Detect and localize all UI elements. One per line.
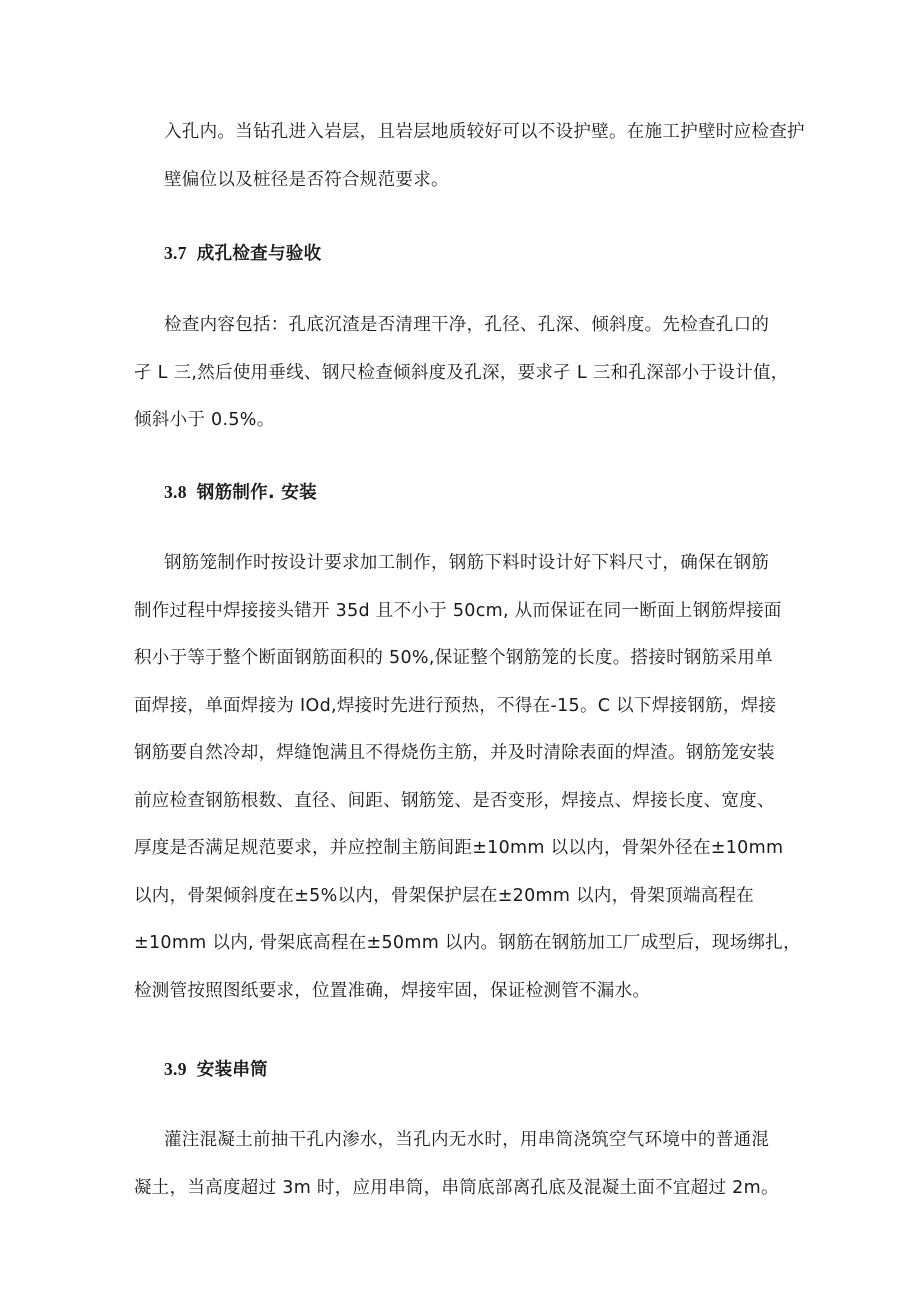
section-title: 安装串筒 [196, 1060, 268, 1080]
text-line: 钢筋笼制作时按设计要求加工制作，钢筋下料时设计好下料尺寸，确保在钢筋 [164, 553, 770, 573]
section-title: 钢筋制作. 安装 [196, 483, 317, 503]
text-line: ±10mm 以内, 骨架底高程在±50mm 以内。钢筋在钢筋加工厂成型后，现场绑扎， [134, 933, 801, 953]
text-line: 厚度是否满足规范要求，并应控制主筋间距±10mm 以以内，骨架外径在±10mm [134, 838, 784, 858]
section-number: 3.7 [164, 243, 187, 263]
section-heading-3-9 [164, 1057, 268, 1082]
section-title: 成孔检查与验收 [196, 244, 322, 264]
text-line: 面焊接，单面焊接为 IOd,焊接时先进行预热，不得在-15。C 以下焊接钢筋，焊接 [134, 695, 777, 716]
paragraph-hole-inspection [134, 302, 804, 445]
text-line: 检测管按照图纸要求，位置准确，焊接牢固，保证检测管不漏水。 [134, 980, 651, 1001]
section-heading-3-7 [164, 241, 321, 266]
text-line: 灌注混凝土前抽干孔内渗水，当孔内无水时，用串筒浇筑空气环境中的普通混 [164, 1130, 770, 1150]
text-line: 孑 L 三,然后使用垂线、钢尺检查倾斜度及孔深，要求孑 L 三和孔深部小于设计值， [134, 362, 789, 383]
text-line: 壁偏位以及桩径是否符合规范要求。 [164, 169, 449, 190]
text-line: 制作过程中焊接接头错开 35d 且不小于 50cm, 从而保证在同一断面上钢筋焊接面 [134, 600, 782, 621]
section-number: 3.8 [164, 482, 187, 502]
section-number: 3.9 [164, 1059, 187, 1079]
text-line: 钢筋要自然冷却，焊缝饱满且不得烧伤主筋，并及时清除表面的焊渣。钢筋笼安装 [134, 743, 775, 763]
text-line: 入孔内。当钻孔进入岩层，且岩层地质较好可以不设护壁。在施工护壁时应检查护 [164, 122, 805, 142]
paragraph-chute-install [134, 1117, 804, 1212]
section-heading-3-8 [164, 480, 317, 505]
text-line: 倾斜小于 0.5%。 [134, 410, 275, 430]
text-line: 积小于等于整个断面钢筋面积的 50%,保证整个钢筋笼的长度。搭接时钢筋采用单 [134, 648, 773, 668]
paragraph-rebar-cage [134, 540, 804, 1015]
text-line: 检查内容包括：孔底沉渣是否清理干净，孔径、孔深、倾斜度。先检查孔口的 [164, 315, 770, 335]
paragraph-borehole-wall [164, 109, 804, 204]
text-line: 凝土，当高度超过 3m 时，应用串筒，串筒底部离孔底及混凝土面不宜超过 2m。 [134, 1177, 779, 1198]
text-line: 以内，骨架倾斜度在±5%以内，骨架保护层在±20mm 以内，骨架顶端高程在 [134, 885, 755, 906]
text-line: 前应检查钢筋根数、直径、间距、钢筋笼、是否变形，焊接点、焊接长度、宽度、 [134, 790, 775, 811]
